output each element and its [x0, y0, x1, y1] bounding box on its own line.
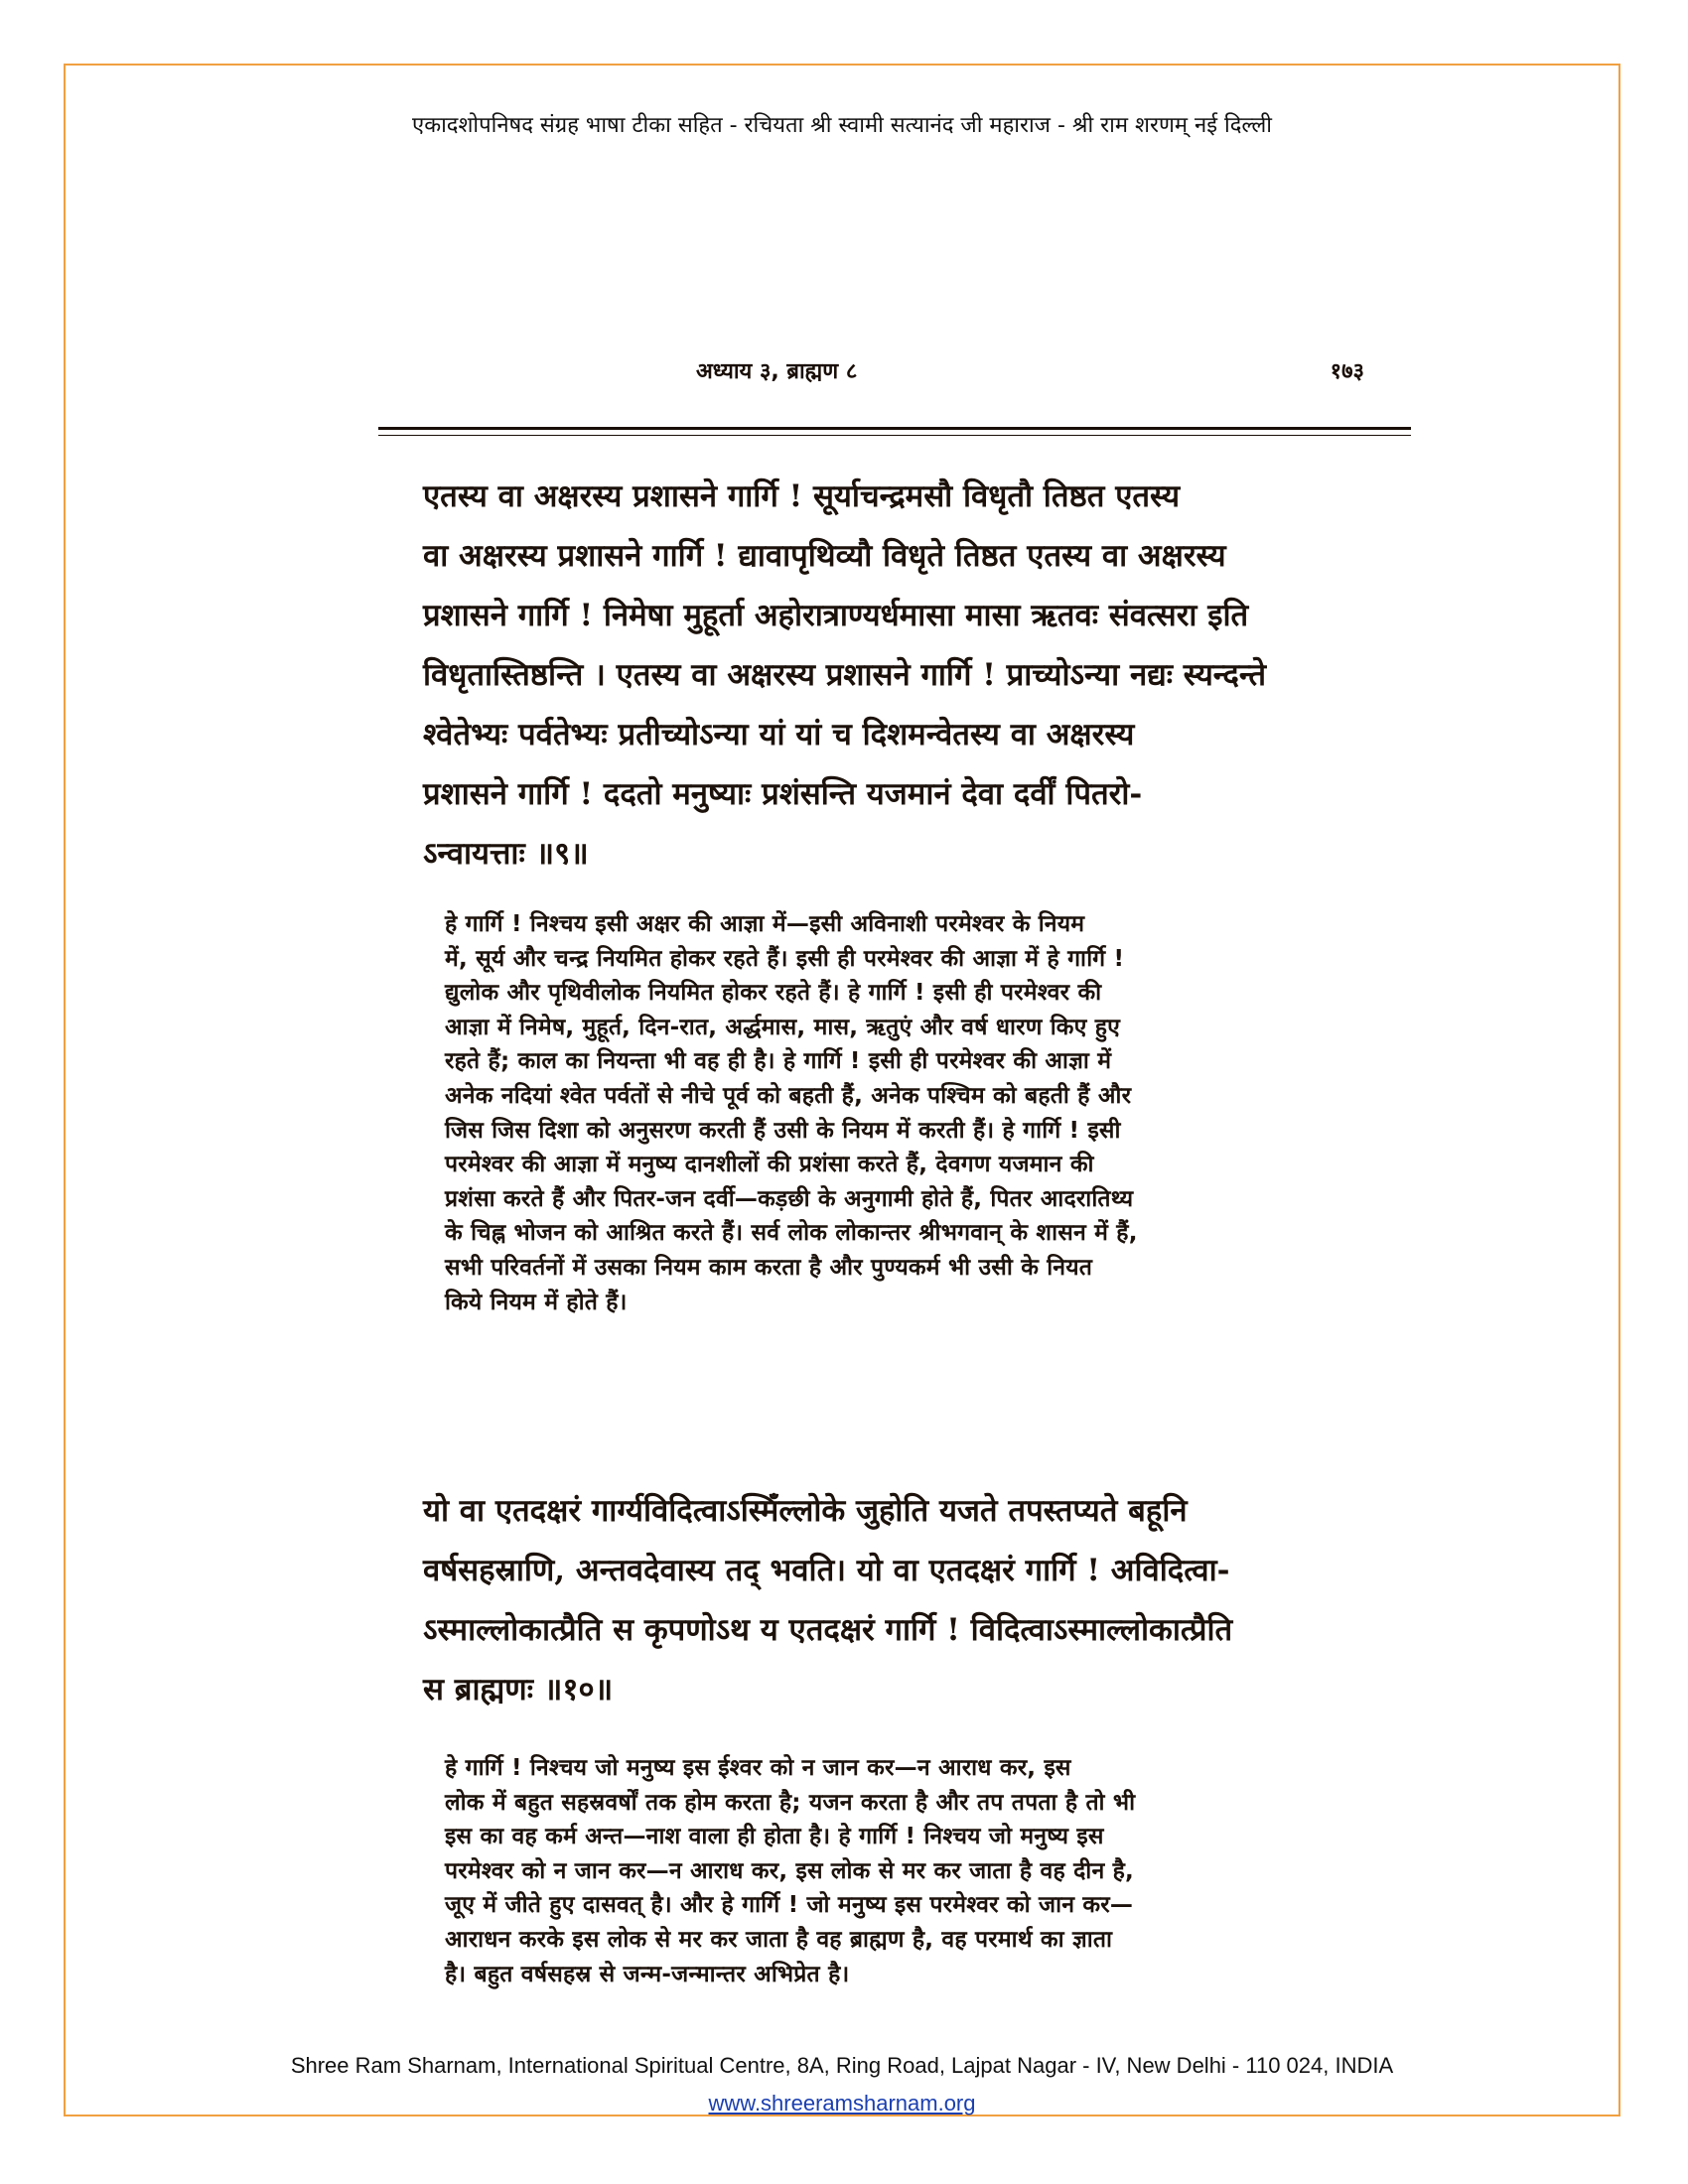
verse-line: श्वेतेभ्यः पर्वतेभ्यः प्रतीच्योऽन्या यां यां च दिशमन्वेतस्य वा अक्षरस्य — [423, 717, 1135, 752]
commentary-line: के चिह्न भोजन को आश्रित करते हैं। सर्व लोक लोकान्तर श्रीभगवान् के शासन में हैं, — [445, 1220, 1138, 1247]
page-header: एकादशोपनिषद संग्रह भाषा टीका सहित - रचियता श्री स्वामी सत्यानंद जी महाराज - श्री राम शरणम् नई दिल्ली — [412, 113, 1272, 138]
commentary-line: आराधन करके इस लोक से मर कर जाता है वह ब्राह्मण है, वह परमार्थ का ज्ञाता — [445, 1926, 1113, 1953]
hindi-commentary-9 — [373, 907, 1411, 1319]
commentary-line: है। बहुत वर्षसहस्र से जन्म-जन्मान्तर अभिप्रेत है। — [445, 1961, 850, 1987]
commentary-line: अनेक नदियां श्वेत पर्वतों से नीचे पूर्व को बहती हैं, अनेक पश्चिम को बहती हैं और — [445, 1082, 1132, 1109]
commentary-line: हे गार्गि ! निश्चय इसी अक्षर की आज्ञा में—इसी अविनाशी परमेश्वर के नियम — [445, 911, 1085, 937]
commentary-line: द्युलोक और पृथिवीलोक नियमित होकर रहते हैं। हे गार्गि ! इसी ही परमेश्वर की — [445, 980, 1102, 1007]
header-rule-thin — [378, 435, 1411, 436]
verse-line: वर्षसहस्राणि, अन्तवदेवास्य तद् भवति। यो वा एतदक्षरं गार्गि ! अविदित्वा- — [423, 1553, 1230, 1588]
verse-line: एतस्य वा अक्षरस्य प्रशासने गार्गि ! सूर्याचन्द्रमसौ विधृतौ तिष्ठत एतस्य — [423, 478, 1181, 514]
commentary-line: सभी परिवर्तनों में उसका नियम काम करता है और पुण्यकर्म भी उसी के नियत — [445, 1254, 1093, 1281]
verse-line: वा अक्षरस्य प्रशासने गार्गि ! द्यावापृथिव्यौ विधृते तिष्ठत एतस्य वा अक्षरस्य — [423, 538, 1226, 574]
verse-line: यो वा एतदक्षरं गार्ग्यविदित्वाऽस्मिँल्लोके जुहोति यजते तपस्तप्यते बहूनि — [423, 1493, 1188, 1529]
commentary-line: रहते हैं; काल का नियन्ता भी वह ही है। हे गार्गि ! इसी ही परमेश्वर की आज्ञा में — [445, 1048, 1112, 1075]
verse-line: ऽस्माल्लोकात्प्रैति स कृपणोऽथ य एतदक्षरं गार्गि ! विदित्वाऽस्माल्लोकात्प्रैति — [423, 1612, 1233, 1648]
page-border — [64, 64, 1620, 2116]
commentary-line: जिस जिस दिशा को अनुसरण करती हैं उसी के नियम में करती हैं। हे गार्गि ! इसी — [445, 1117, 1121, 1144]
commentary-line: में, सूर्य और चन्द्र नियमित होकर रहते हैं। इसी ही परमेश्वर की आज्ञा में हे गार्गि ! — [445, 945, 1125, 972]
header-rule-thick — [378, 427, 1411, 430]
scanned-page — [304, 340, 1404, 2047]
chapter-heading: अध्याय ३, ब्राह्मण ८ — [696, 359, 858, 384]
commentary-line: परमेश्वर की आज्ञा में मनुष्य दानशीलों की प्रशंसा करते हैं, देवगण यजमान की — [445, 1152, 1094, 1178]
commentary-line: प्रशंसा करते हैं और पितर-जन दर्वी—कड़छी के अनुगामी होते हैं, पितर आदरातिथ्य — [445, 1185, 1134, 1212]
commentary-line: किये नियम में होते हैं। — [445, 1289, 628, 1315]
sanskrit-verse-9 — [373, 467, 1411, 884]
sanskrit-verse-10 — [373, 1481, 1411, 1719]
running-head — [304, 340, 1404, 395]
verse-line: विधृतास्तिष्ठन्ति । एतस्य वा अक्षरस्य प्रशासने गार्गि ! प्राच्योऽन्या नद्यः स्यन्दन्ते — [423, 657, 1267, 693]
verse-line: स ब्राह्मणः ॥१०॥ — [423, 1672, 614, 1707]
footer-address: Shree Ram Sharnam, International Spiritual Centre, 8A, Ring Road, Lajpat Nagar - IV, New Delhi - 110 024, INDIA — [290, 2053, 1394, 2078]
hindi-commentary-10 — [373, 1751, 1411, 1991]
commentary-line: परमेश्वर को न जान कर—न आराध कर, इस लोक से मर कर जाता है वह दीन है, — [445, 1857, 1134, 1884]
verse-line: प्रशासने गार्गि ! ददतो मनुष्याः प्रशंसन्ति यजमानं देवा दर्वीं पितरो- — [423, 776, 1143, 812]
commentary-line: जूए में जीते हुए दासवत् है। और हे गार्गि ! जो मनुष्य इस परमेश्वर को जान कर— — [445, 1892, 1134, 1919]
commentary-line: आज्ञा में निमेष, मुहूर्त, दिन-रात, अर्द्धमास, मास, ऋतुएं और वर्ष धारण किए हुए — [445, 1014, 1121, 1040]
commentary-line: इस का वह कर्म अन्त—नाश वाला ही होता है। हे गार्गि ! निश्चय जो मनुष्य इस — [445, 1824, 1104, 1850]
page-number: १७३ — [1330, 359, 1364, 384]
verse-line: ऽन्वायत्ताः ॥९॥ — [423, 836, 589, 872]
commentary-line: लोक में बहुत सहस्रवर्षों तक होम करता है; यजन करता है और तप तपता है तो भी — [445, 1789, 1136, 1816]
website-link[interactable]: www.shreeramsharnam.org — [708, 2091, 976, 2116]
commentary-line: हे गार्गि ! निश्चय जो मनुष्य इस ईश्वर को न जान कर—न आराध कर, इस — [445, 1755, 1071, 1781]
verse-line: प्रशासने गार्गि ! निमेषा मुहूर्ता अहोरात्राण्यर्धमासा मासा ऋतवः संवत्सरा इति — [423, 598, 1249, 633]
